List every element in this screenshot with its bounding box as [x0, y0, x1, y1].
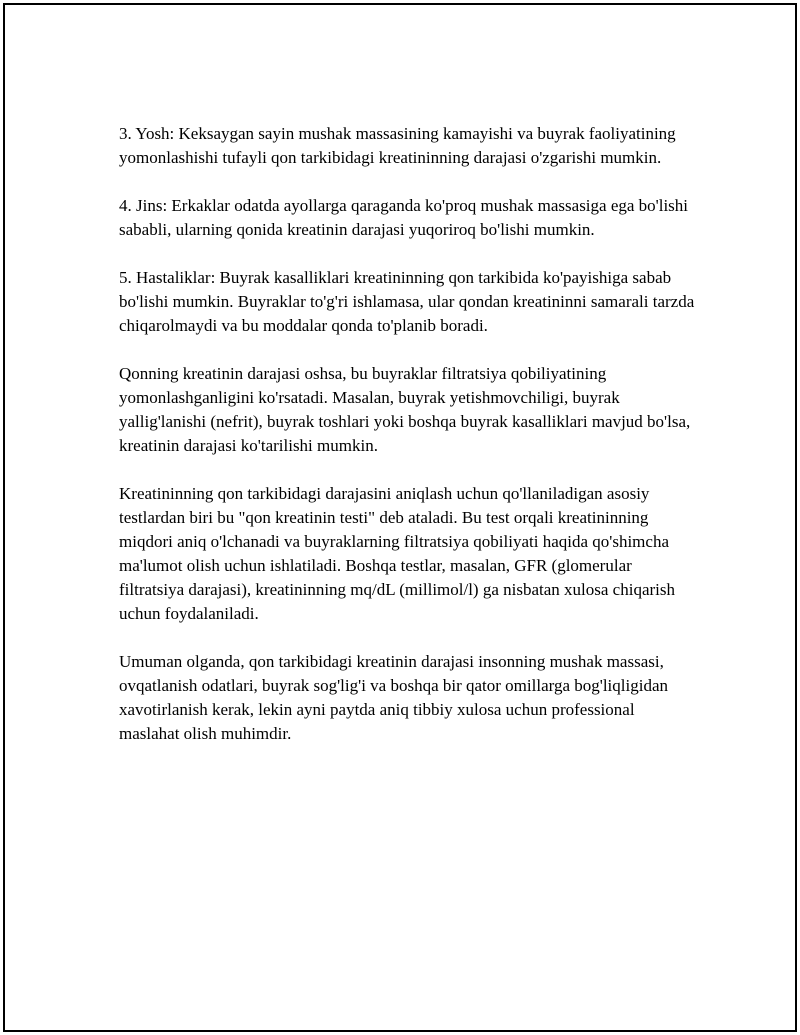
paragraph-diseases: 5. Hastaliklar: Buyrak kasalliklari kreatininning qon tarkibida ko'payishiga sabab bo'lishi mumkin. Buyraklar to'g'ri ishlamasa, ular qondan kreatininni samarali tarzda chiqarolmaydi va bu moddalar qonda to'planib boradi. — [119, 268, 695, 335]
paragraph-elevated-creatinine: Qonning kreatinin darajasi oshsa, bu buyraklar filtratsiya qobiliyatining yomonlashganligini ko'rsatadi. Masalan, buyrak yetishmovchiligi, buyrak yallig'lanishi (nefrit), buyrak toshlari yoki boshqa buyrak kasalliklari mavjud bo'lsa, kreatinin darajasi ko'tarilishi mumkin. — [119, 364, 691, 455]
paragraph-age: 3. Yosh: Keksaygan sayin mushak massasining kamayishi va buyrak faoliyatining yomonlashishi tufayli qon tarkibidagi kreatininning darajasi o'zgarishi mumkin. — [119, 124, 676, 167]
paragraph-conclusion: Umuman olganda, qon tarkibidagi kreatinin darajasi insonning mushak massasi, ovqatlanish odatlari, buyrak sog'lig'i va boshqa bir qator omillarga bog'liqligidan xavotirlanish kerak, lekin ayni paytda aniq tibbiy xulosa uchun professional maslahat olish muhimdir. — [119, 652, 668, 743]
paragraph-testing: Kreatininning qon tarkibidagi darajasini aniqlash uchun qo'llaniladigan asosiy testlardan biri bu "qon kreatinin testi" deb ataladi. Bu test orqali kreatininning miqdori aniq o'lchanadi va buyraklarning filtratsiya qobiliyati haqida qo'shimcha ma'lumot olish uchun ishlatiladi. Boshqa testlar, masalan, GFR (glomerular filtratsiya darajasi), kreatininning mq/dL (millimol/l) ga nisbatan xulosa chiqarish uchun foydalaniladi. — [119, 484, 675, 623]
paragraph-gender: 4. Jins: Erkaklar odatda ayollarga qaraganda ko'proq mushak massasiga ega bo'lishi sababli, ularning qonida kreatinin darajasi yuqoriroq bo'lishi mumkin. — [119, 196, 689, 239]
document-page — [3, 3, 797, 1032]
document-body — [119, 122, 699, 770]
